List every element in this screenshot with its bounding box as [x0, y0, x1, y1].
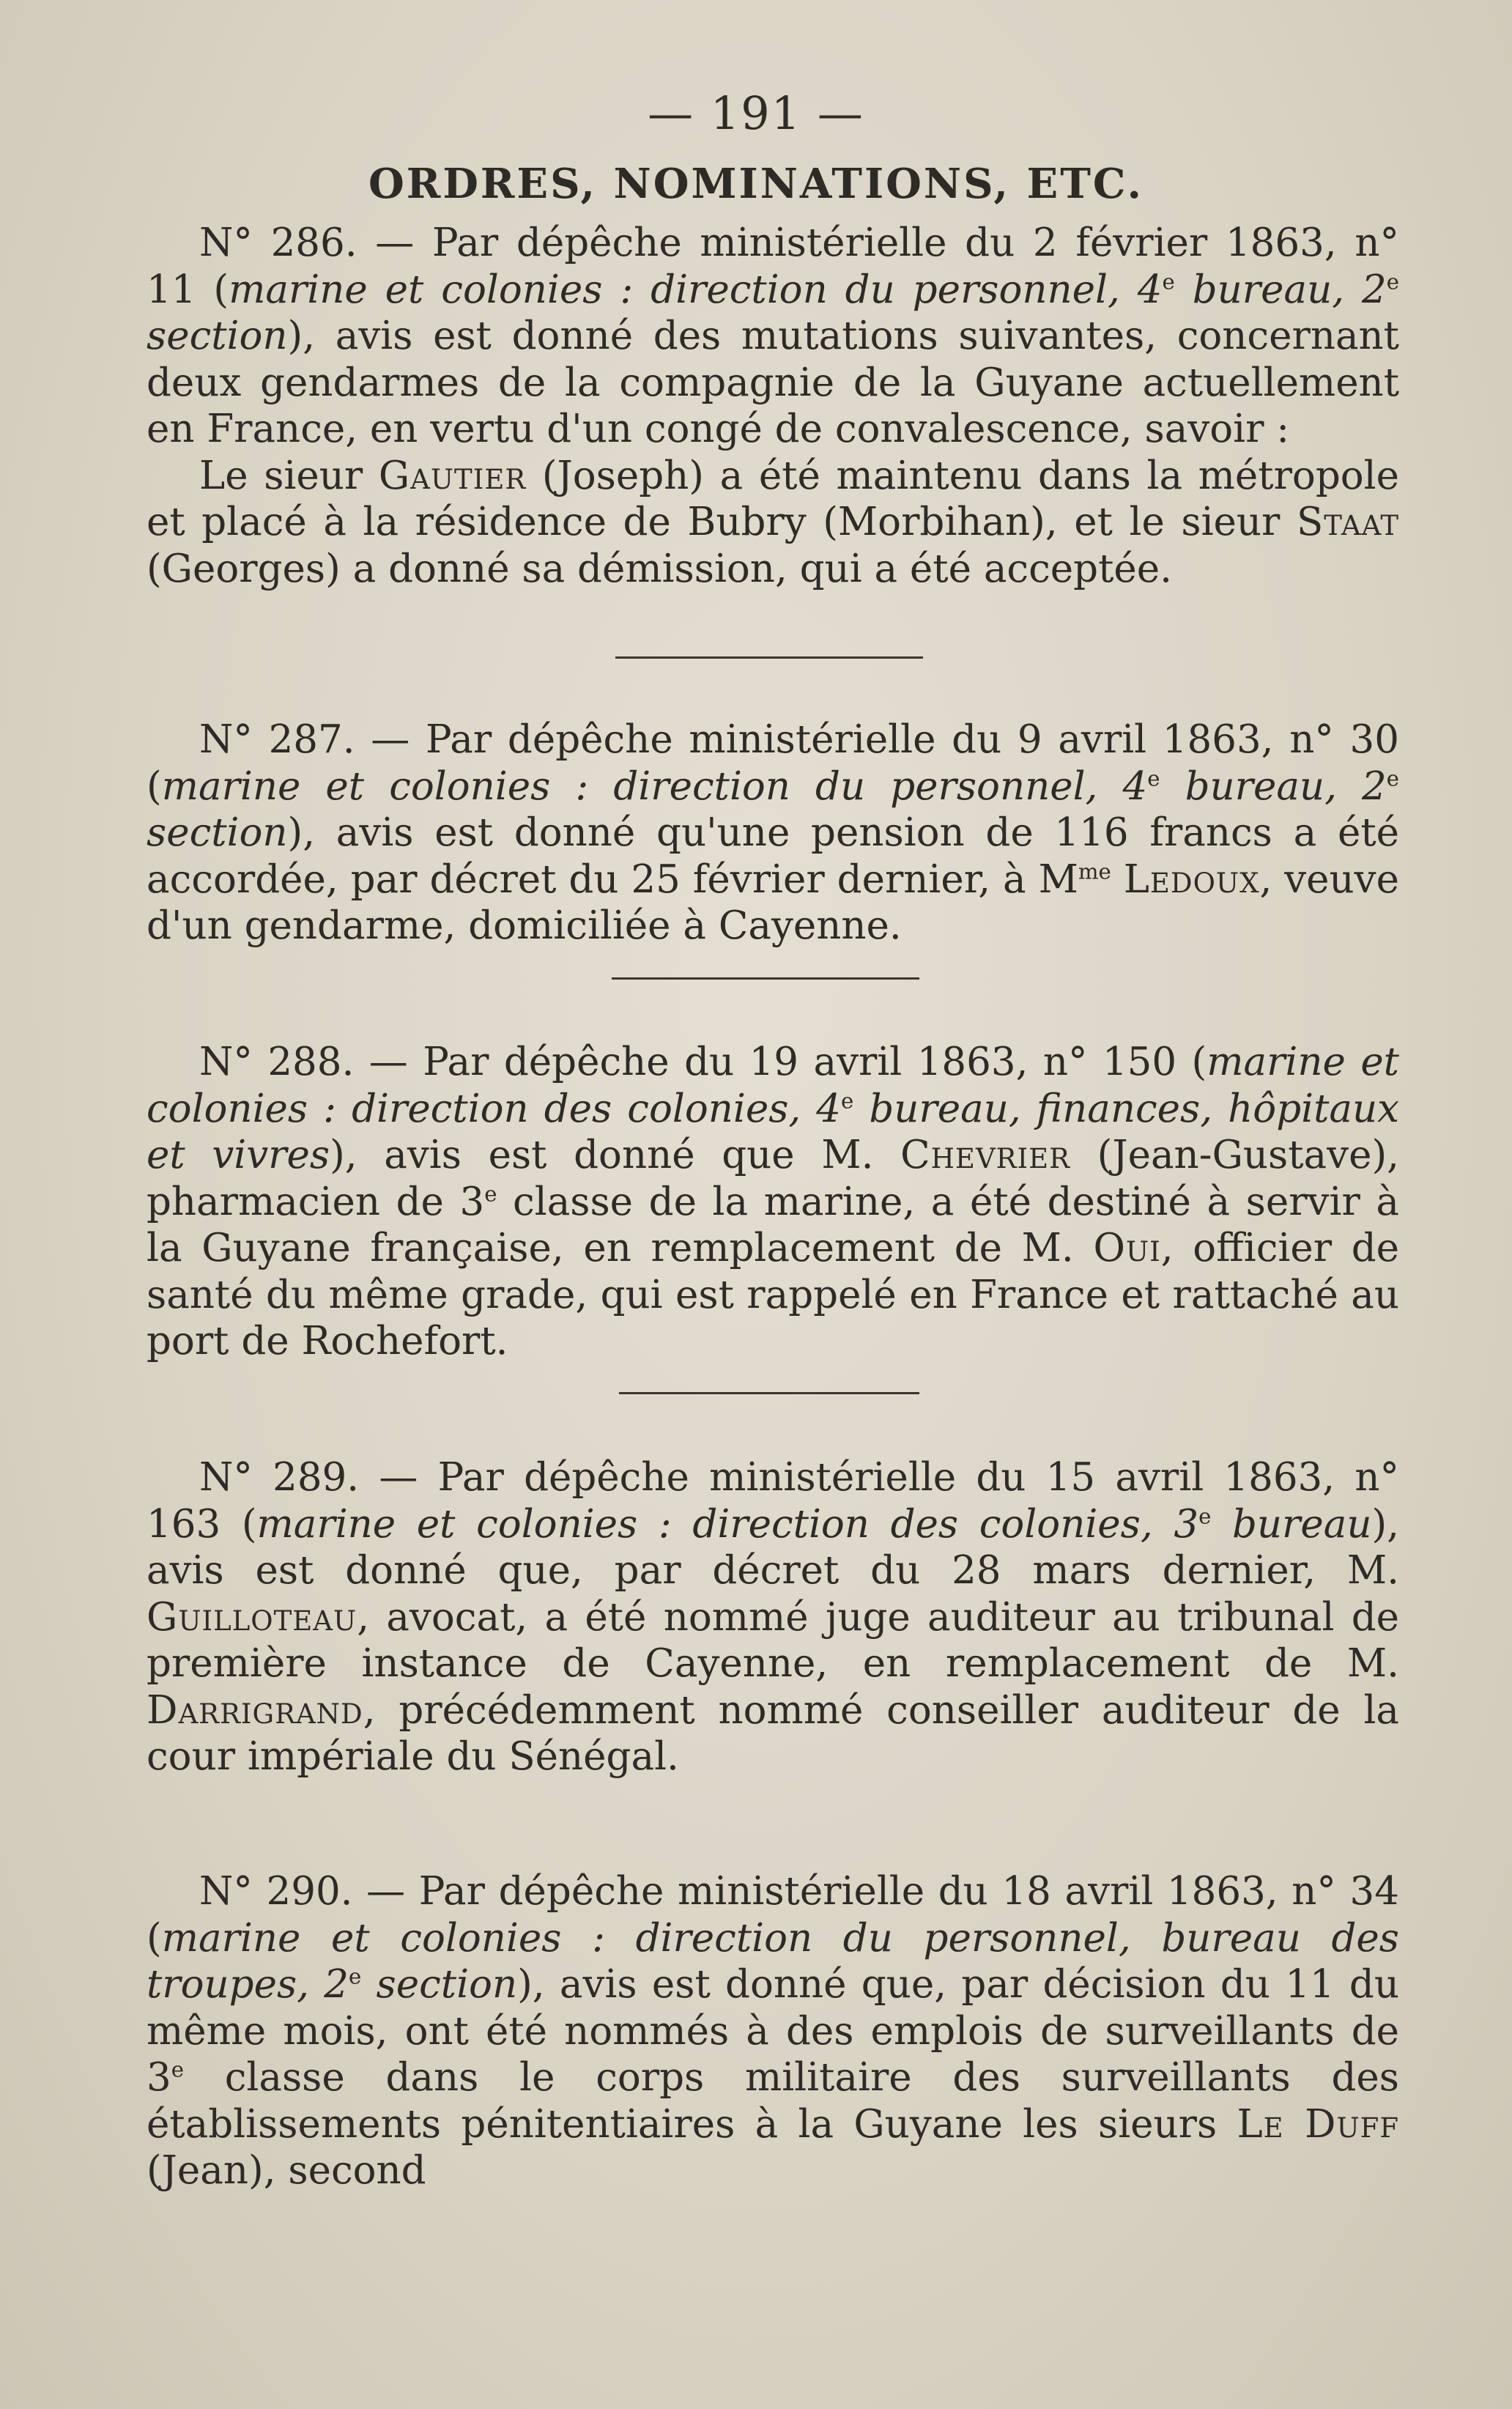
- entry-number: N° 286.: [199, 221, 357, 265]
- person-name: Chevrier: [900, 1133, 1070, 1177]
- section-divider: [612, 977, 919, 980]
- person-name: Darrigrand: [147, 1687, 363, 1733]
- section-divider: [615, 656, 923, 659]
- entry-number: N° 289.: [199, 1455, 360, 1500]
- entry-286: N° 286. — Par dépêche ministérielle du 2 février 1863, n° 11 (marine et colonies : direction du personnel, 4e bureau, 2e section), avis est donné des mutations suivantes, concernant deux gendarmes de la compagnie de la Guyane actuellement en France, en vertu d'un congé de convalescence, savoir : Le sieur Gautier (Joseph) a été maintenu dans la métropole et placé à la résidence de Bubry (Morbihan), et le sieur Staat (Georges) a donné sa démission, qui a été acceptée.: [147, 221, 1399, 591]
- person-name: Ledoux: [1123, 856, 1260, 902]
- person-name: Staat: [1296, 500, 1399, 544]
- entry-288: N° 288. — Par dépêche du 19 avril 1863, n° 150 (marine et colonies : direction des colonies, 4e bureau, finances, hôpitaux et vivres), avis est donné que M. Chevrier (Jean-Gustave), pharmacien de 3e classe de la marine, a été destiné à servir à la Guyane française, en remplacement de M. Oui, officier de santé du même grade, qui est rappelé en France et rattaché au port de Rochefort.: [147, 1040, 1399, 1363]
- page-number: — 191 —: [648, 86, 864, 140]
- entry-number: N° 288.: [199, 1040, 355, 1084]
- person-name: Le Duff: [1237, 2101, 1399, 2147]
- person-name: Guilloteau: [147, 1594, 357, 1640]
- entry-287: N° 287. — Par dépêche ministérielle du 9 avril 1863, n° 30 (marine et colonies : direction du personnel, 4e bureau, 2e section), avis est donné qu'une pension de 116 francs a été accordée, par décret du 25 février dernier, à $M^{me}$ Ledoux, veuve d'un gendarme, domiciliée à Cayenne.: [147, 717, 1399, 948]
- person-name: Gautier: [378, 453, 527, 498]
- entry-number: N° 287.: [199, 717, 355, 762]
- entry-number: N° 290.: [199, 1869, 353, 1914]
- person-name: Oui: [1093, 1226, 1161, 1270]
- entry-286-paragraph-2: Le sieur Gautier (Joseph) a été maintenu dans la métropole et placé à la résidence de Bubry (Morbihan), et le sieur Staat (Georges) a donné sa démission, qui a été acceptée.: [147, 453, 1399, 591]
- running-title: ORDRES, NOMINATIONS, ETC.: [368, 160, 1144, 208]
- entry-289: N° 289. — Par dépêche ministérielle du 15 avril 1863, n° 163 (marine et colonies : direction des colonies, 3e bureau), avis est donné que, par décret du 28 mars dernier, M. Guilloteau, avocat, a été nommé juge auditeur au tribunal de première instance de Cayenne, en remplacement de M. Darrigrand, précédemment nommé conseiller auditeur de la cour impériale du Sénégal.: [147, 1455, 1400, 1779]
- entry-290: N° 290. — Par dépêche ministérielle du 18 avril 1863, n° 34 (marine et colonies : direction du personnel, bureau des troupes, 2e section), avis est donné que, par décision du 11 du même mois, ont été nommés à des emplois de surveillants de 3e classe dans le corps militaire des surveillants des établissements pénitentiaires à la Guyane les sieurs Le Duff (Jean), second: [147, 1869, 1399, 2193]
- section-divider: [619, 1392, 919, 1394]
